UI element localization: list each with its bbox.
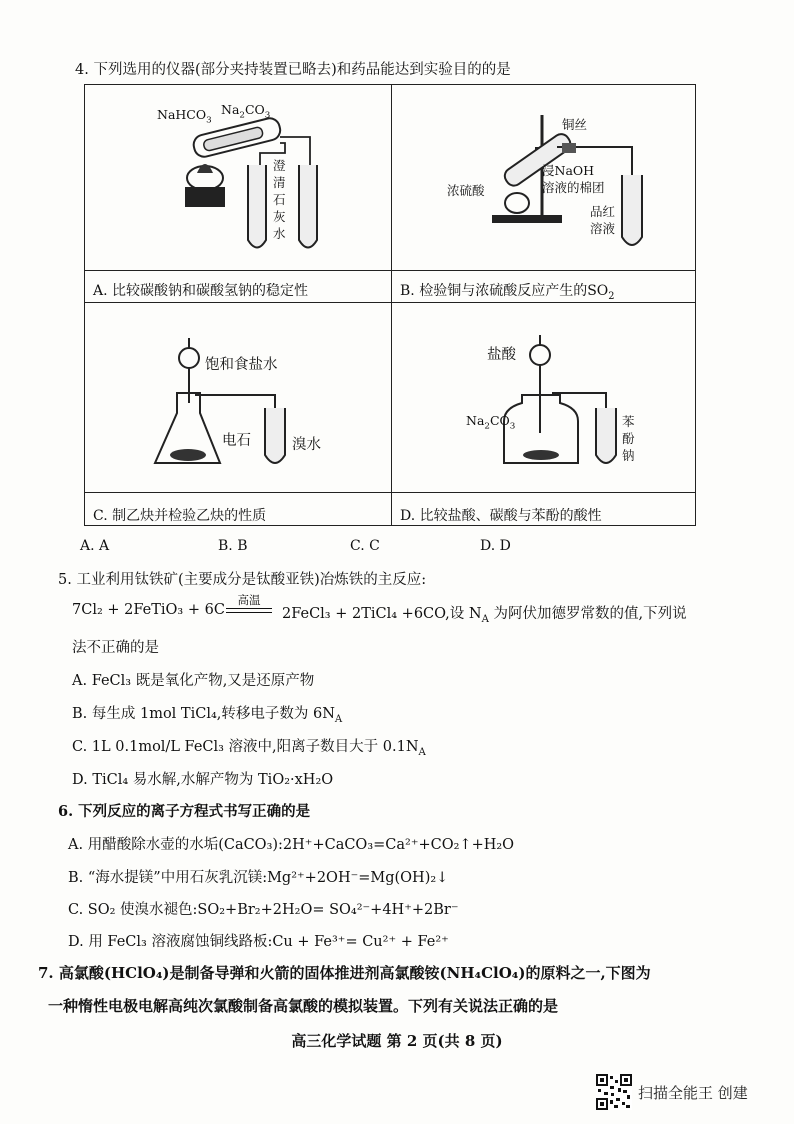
label-nahco3: NaHCO$_3$ <box>157 107 212 126</box>
apparatus-c-illustration <box>85 303 391 488</box>
label-naoh: 浸NaOH <box>542 163 595 178</box>
caption-b: B. 检验铜与浓硫酸反应产生的$SO_2$ <box>400 283 615 302</box>
q5-eq-left: 7Cl₂ + 2FeTiO₃ + 6C <box>72 602 225 618</box>
label-calcium-carbide: 电石 <box>222 433 251 449</box>
scanner-brand-label: 扫描全能王 创建 <box>638 1084 748 1102</box>
q5-option-c: C. 1L 0.1mol/L FeCl₃ 溶液中,阳离子数目大于 $0.1N_A$ <box>72 739 426 758</box>
caption-a: A. 比较碳酸钠和碳酸氢钠的稳定性 <box>93 283 309 299</box>
q5-option-b: B. 每生成 1mol TiCl₄,转移电子数为 $6N_A$ <box>72 706 343 725</box>
q4-option-c: C. C <box>350 538 380 554</box>
q4-stem: 4. 下列选用的仪器(部分夹持装置已略去)和药品能达到实验目的的是 <box>75 62 511 78</box>
label-sodium-phenoxide: 苯 酚 钠 <box>622 414 635 463</box>
label-na2co3-d: $Na_2CO_3$ <box>466 413 516 432</box>
q4-option-b: B. B <box>218 538 248 554</box>
panel-b-figure <box>392 85 696 271</box>
q5-option-a: A. FeCl₃ 既是氧化产物,又是还原产物 <box>72 673 315 689</box>
label-limewater: 澄 清 石 灰 水 <box>273 158 286 241</box>
caption-d: D. 比较盐酸、碳酸与苯酚的酸性 <box>400 508 602 524</box>
q4-option-a: A. A <box>80 538 110 554</box>
q5-eq-arrow-line2 <box>226 612 272 613</box>
q7-line1: 7. 高氯酸(HClO₄)是制备导弹和火箭的固体推进剂高氯酸铵(NH₄ClO₄)的原料之一,下图为 <box>38 964 651 982</box>
label-solution: 溶液 <box>590 221 616 236</box>
caption-c: C. 制乙炔并检验乙炔的性质 <box>93 508 267 524</box>
panel-c-caption-cell <box>85 493 392 526</box>
q4-option-d: D. D <box>480 538 511 554</box>
q4-apparatus-table <box>84 84 696 526</box>
label-copper-wire: 铜丝 <box>562 117 588 132</box>
q6-stem: 6. 下列反应的离子方程式书写正确的是 <box>58 803 311 820</box>
panel-b-caption-cell <box>392 271 696 303</box>
q7-line2: 一种惰性电极电解高纯次氯酸制备高氯酸的模拟装置。下列有关说法正确的是 <box>48 997 559 1015</box>
q5-line2: 法不正确的是 <box>72 640 159 656</box>
q6-option-c: C. SO₂ 使溴水褪色:SO₂+Br₂+2H₂O= SO₄²⁻+4H⁺+2Br⁻ <box>68 902 459 918</box>
panel-d-figure <box>392 303 696 493</box>
label-brine: 饱和食盐水 <box>205 357 278 373</box>
label-na2co3: $Na_2CO_3$ <box>221 102 271 121</box>
label-bromine-water: 溴水 <box>292 437 321 453</box>
q5-stem: 5. 工业利用钛铁矿(主要成分是钛酸亚铁)冶炼铁的主反应: <box>58 572 427 588</box>
label-cotton: 溶液的棉团 <box>542 180 605 195</box>
q5-eq-arrow-line1 <box>226 608 272 609</box>
label-conc-h2so4: 浓硫酸 <box>447 183 485 198</box>
q6-option-a: A. 用醋酸除水壶的水垢(CaCO₃):2H⁺+CaCO₃=Ca²⁺+CO₂↑+H₂O <box>68 837 515 853</box>
page-footer: 高三化学试题 第 2 页(共 8 页) <box>291 1032 503 1050</box>
label-hcl: 盐酸 <box>487 347 516 363</box>
label-fuchsin: 品红 <box>590 204 616 219</box>
panel-c-figure <box>85 303 392 493</box>
panel-a-figure <box>85 85 392 271</box>
panel-d-caption-cell <box>392 493 696 526</box>
q5-eq-right: 2FeCl₃ + 2TiCl₄ +6CO,设 $N_A$ 为阿伏加德罗常数的值,下列说 <box>282 606 687 625</box>
panel-a-caption-cell <box>85 271 392 303</box>
qr-code-icon <box>596 1074 632 1110</box>
q5-option-d: D. TiCl₄ 易水解,水解产物为 TiO₂·xH₂O <box>72 772 334 788</box>
q6-option-d: D. 用 FeCl₃ 溶液腐蚀铜线路板:Cu + Fe³⁺= Cu²⁺ + Fe²⁺ <box>68 934 449 950</box>
q6-option-b: B. “海水提镁”中用石灰乳沉镁:Mg²⁺+2OH⁻=Mg(OH)₂↓ <box>68 870 449 886</box>
q5-eq-condition: 高温 <box>237 593 261 607</box>
apparatus-d-illustration <box>392 303 695 488</box>
